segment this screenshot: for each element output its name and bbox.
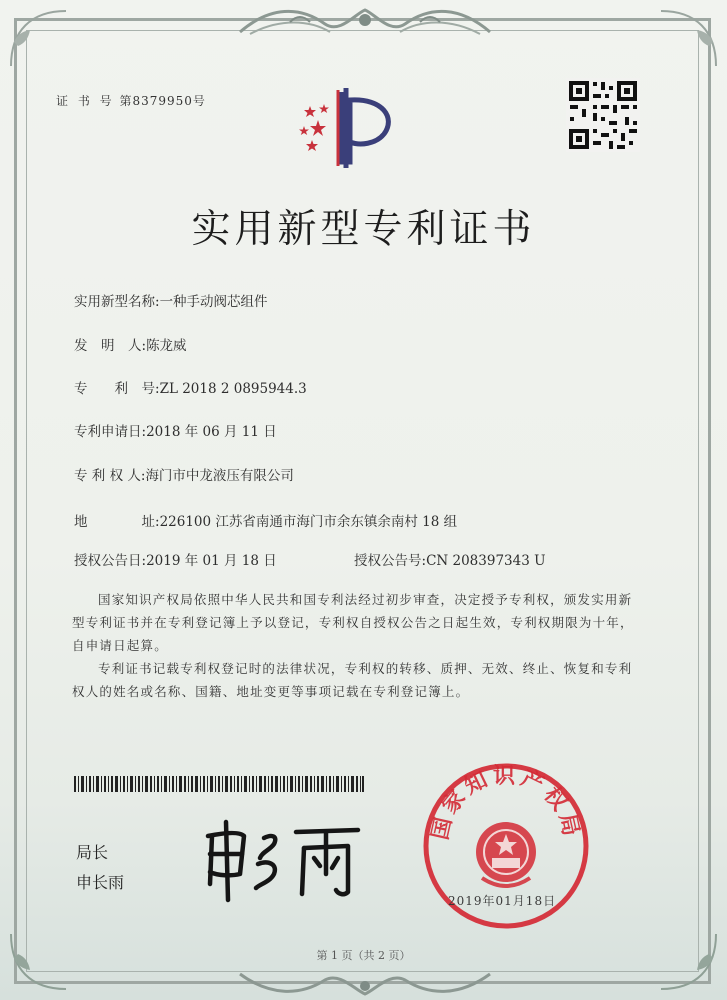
seal-text: 国家知识产权局	[428, 763, 584, 843]
barcode-icon	[74, 776, 364, 792]
cnipa-logo-icon	[288, 82, 408, 172]
certificate-number-label: 证 书 号	[56, 94, 115, 108]
field-patentee	[74, 464, 294, 484]
field-label: 专 利 号:	[74, 381, 160, 397]
paragraph-grant-statement: 国家知识产权局依照中华人民共和国专利法经过初步审查，决定授予专利权，颁发实用新型专利证书并在专利登记簿上予以登记，专利权自授权公告之日起生效，专利权期限为十年，自申请日起算。	[72, 592, 634, 653]
field-label: 授权公告日:	[74, 553, 147, 569]
corner-ornament	[651, 6, 721, 76]
field-value: 226100 江苏省南通市海门市余东镇余南村 18 组	[159, 514, 458, 530]
field-value: 2018 年 06 月 11 日	[146, 424, 277, 440]
director-signature	[198, 814, 368, 904]
field-label: 地 址:	[74, 514, 160, 530]
director-name: 申长雨	[76, 873, 125, 892]
field-address	[74, 510, 457, 530]
field-value: 海门市中龙液压有限公司	[145, 468, 294, 484]
certificate-title: 实用新型专利证书	[191, 207, 536, 252]
corner-ornament	[6, 6, 76, 76]
field-value: ZL 2018 2 0895944.3	[159, 381, 307, 397]
field-value: 陈龙威	[146, 338, 187, 354]
director-title: 局长	[76, 843, 109, 862]
top-ornament	[230, 4, 500, 44]
field-value: CN 208397343 U	[426, 553, 546, 569]
certificate-number-value: 第8379950号	[119, 94, 206, 108]
field-value: 一种手动阀芯组件	[159, 294, 268, 310]
field-label: 实用新型名称:	[74, 294, 160, 310]
field-value: 2019 年 01 月 18 日	[146, 553, 277, 569]
director-block	[76, 838, 124, 898]
qr-code-icon	[566, 78, 640, 152]
paragraph-legal-status: 专利证书记载专利权登记时的法律状况，专利权的转移、质押、无效、终止、恢复和专利权人的姓名或名称、国籍、地址变更等事项记载在专利登记簿上。	[72, 661, 633, 699]
field-label: 发 明 人:	[74, 338, 147, 354]
field-label: 专利申请日:	[74, 424, 147, 440]
bottom-ornament	[230, 968, 500, 1000]
field-filing-date	[74, 420, 277, 440]
seal-date: 2019年01月18日	[448, 894, 557, 908]
field-patent-number	[74, 377, 307, 397]
field-grant-number	[354, 549, 545, 569]
field-inventor	[74, 334, 187, 354]
certificate-number	[56, 92, 206, 109]
page-number: 第 1 页（共 2 页）	[316, 949, 411, 962]
field-utility-model-name	[74, 290, 268, 310]
field-label: 专 利 权 人:	[74, 468, 146, 484]
field-label: 授权公告号:	[354, 553, 427, 569]
field-grant-date	[74, 549, 277, 569]
